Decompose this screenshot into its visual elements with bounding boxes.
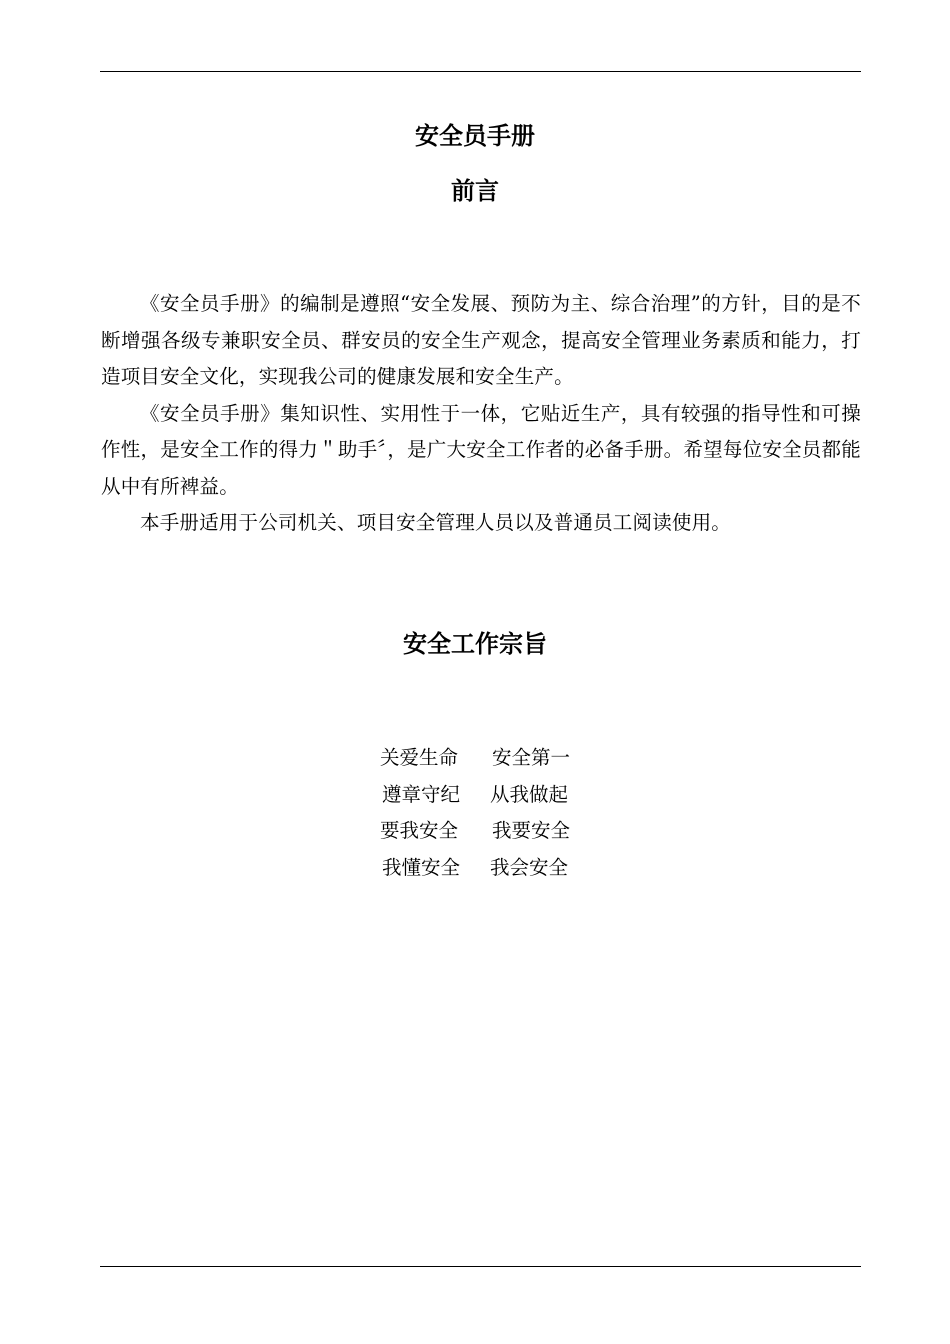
preface-heading: 前言: [451, 177, 499, 205]
motto-phrase: 从我做起: [490, 782, 569, 806]
paragraph: 《安全员手册》集知识性、实用性于一体，它贴近生产，具有较强的指导性和可操作性，是安全工作的得力＂助手〞，是广大安全工作者的必备手册。希望每位安全员都能从中有所裨益。: [101, 401, 861, 498]
header-rule: [100, 71, 861, 72]
preface-body: [101, 286, 861, 542]
motto-line: [0, 777, 950, 814]
motto-line: [0, 850, 950, 887]
motto-phrase: 我会安全: [490, 855, 569, 879]
motto-line: [0, 740, 950, 777]
purpose-heading: 安全工作宗旨: [403, 630, 547, 658]
motto-phrase: 我要安全: [492, 819, 571, 842]
motto-phrase: 遵章守纪: [381, 782, 460, 806]
paragraph: 本手册适用于公司机关、项目安全管理人员以及普通员工阅读使用。: [140, 511, 732, 534]
paragraph: 《安全员手册》的编制是遵照“安全发展、预防为主、综合治理”的方针，目的是不断增强各级专兼职安全员、群安员的安全生产观念，提高安全管理业务素质和能力，打造项目安全文化，实现我公司的健康发展和安全生产。: [101, 292, 861, 388]
motto-phrase: 我懂安全: [381, 855, 460, 879]
motto-phrase: 要我安全: [379, 819, 458, 842]
motto-block: [0, 740, 950, 886]
footer-rule: [100, 1266, 861, 1267]
document-title: 安全员手册: [415, 122, 535, 150]
motto-phrase: 关爱生命: [379, 746, 458, 769]
motto-phrase: 安全第一: [492, 746, 571, 769]
motto-line: [0, 813, 950, 850]
